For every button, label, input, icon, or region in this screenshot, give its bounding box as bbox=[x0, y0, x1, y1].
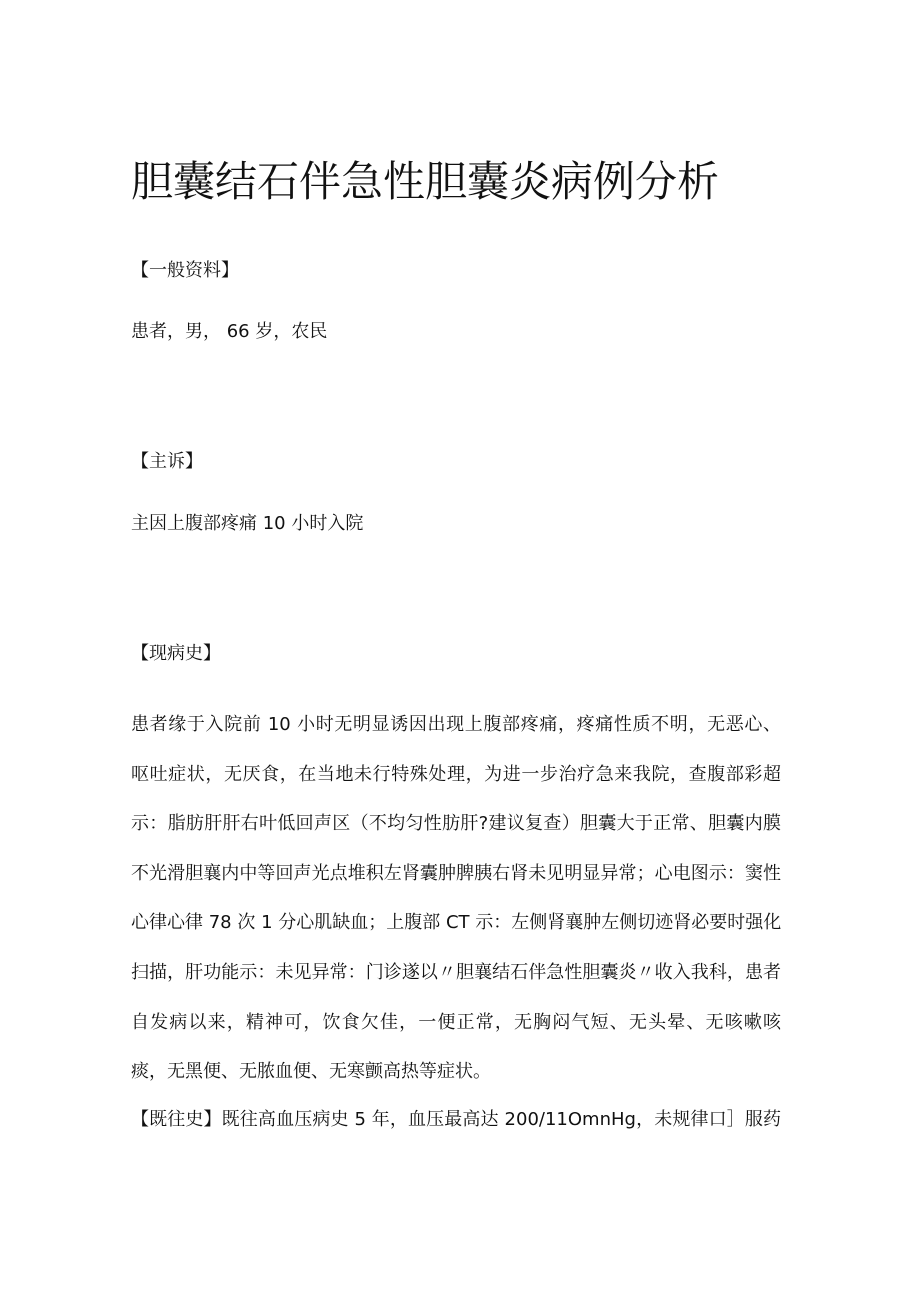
present-illness-line: 患者缘于入院前 10 小时无明显诱因出现上腹部疼痛，疼痛性质不明，无恶心、 bbox=[131, 714, 781, 735]
past-history-line bbox=[131, 1106, 781, 1134]
present-illness-line: 自发病以来，精神可，饮食欠佳，一便正常，无胸闷气短、无头晕、无咳嗽咳 bbox=[131, 1011, 781, 1033]
present-illness-line: 心律心律 78 次 1 分心肌缺血；上腹部 CT 示：左侧肾襄肿左侧切迹肾必要时强化 bbox=[131, 912, 782, 934]
past-history-text: 既往高血压病史 5 年，血压最高达 200/11OmnHg，未规律口］服药 bbox=[221, 1109, 782, 1130]
past-history-heading: 【既往史】 bbox=[131, 1109, 222, 1130]
document-title: 胆囊结石伴急性胆囊炎病例分析 bbox=[131, 157, 720, 206]
present-illness-line: 不光滑胆襄内中等回声光点堆积左肾囊肿脾胰右肾未见明显异常；心电图示：窦性 bbox=[131, 862, 781, 884]
present-illness-line: 呕吐症状，无厌食，在当地未行特殊处理，为进一步治疗急来我院，查腹部彩超 bbox=[131, 763, 781, 785]
general-info-text: 患者，男， 66 岁，农民 bbox=[131, 321, 328, 342]
present-illness-paragraph bbox=[131, 700, 781, 1097]
chief-complaint-heading: 【主诉】 bbox=[131, 451, 203, 472]
chief-complaint-text: 主因上腹部疼痛 10 小时入院 bbox=[131, 513, 364, 534]
general-info-heading: 【一般资料】 bbox=[131, 260, 239, 281]
present-illness-heading: 【现病史】 bbox=[131, 643, 221, 664]
present-illness-line: 示：脂肪肝肝右叶低回声区（不均匀性肪肝?建议复查）胆囊大于正常、胆囊内膜 bbox=[131, 813, 781, 835]
present-illness-line: 扫描，肝功能示：未见异常：门诊遂以〃胆襄结石伴急性胆囊炎〃收入我科，患者 bbox=[131, 961, 781, 983]
present-illness-line: 痰，无黑便、无脓血便、无寒颤高热等症状。 bbox=[131, 1061, 491, 1083]
